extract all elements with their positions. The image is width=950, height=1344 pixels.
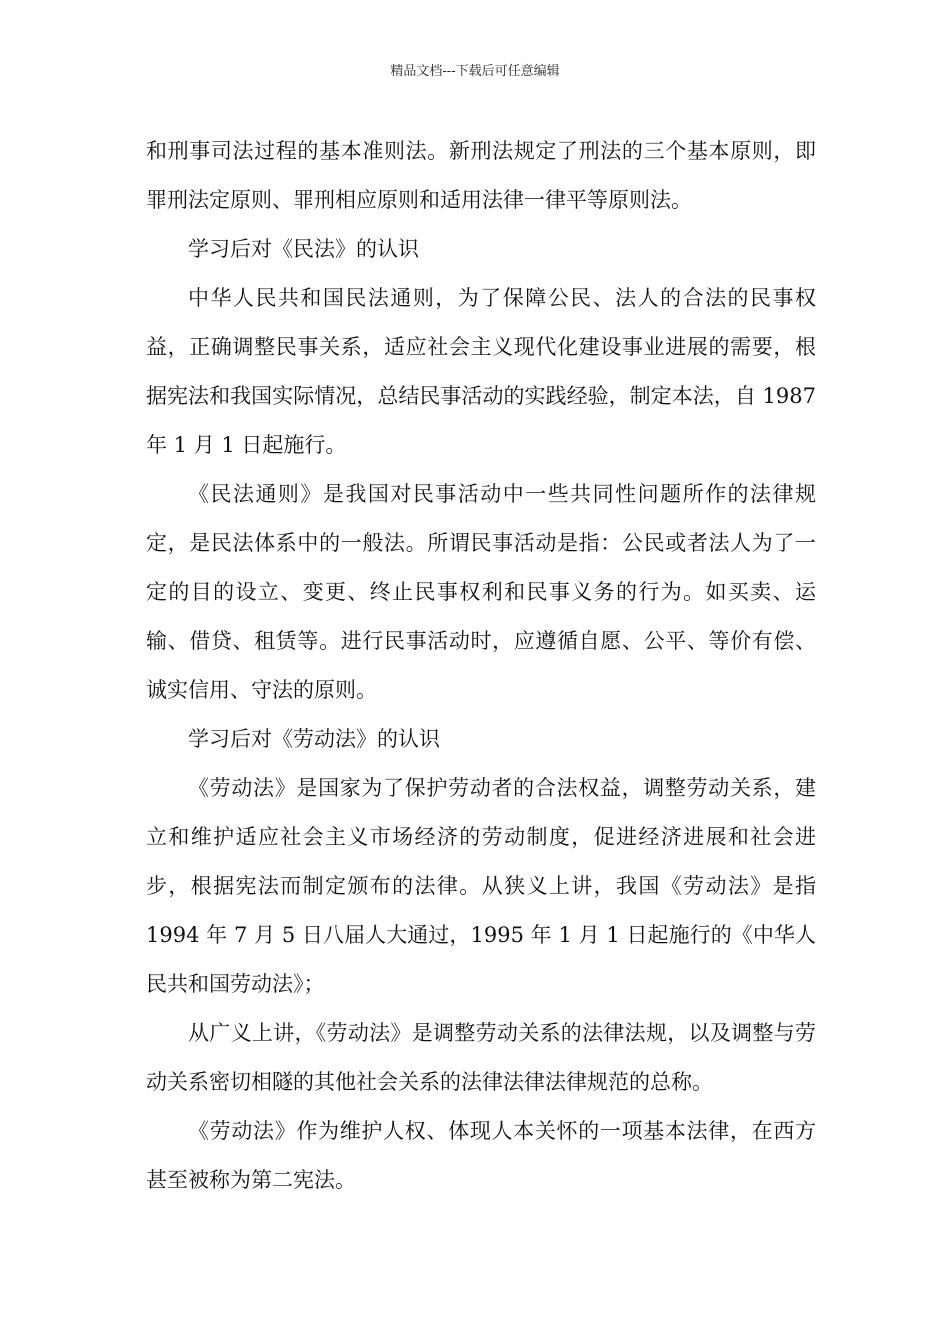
heading-civil-law: 学习后对《民法》的认识 [188, 237, 419, 261]
page-header: 精品文档---下载后可任意编辑 [390, 64, 560, 79]
paragraph-labor-law-second-constitution: 《劳动法》作为维护人权、体现人本关怀的一项基本法律，在西方甚至被称为第二宪法。 [146, 1119, 816, 1192]
paragraph-labor-law-broad: 从广义上讲，《劳动法》是调整劳动关系的法律法规，以及调整与劳动关系密切相隧的其他社会关系的法律法律法律规范的总称。 [146, 1021, 816, 1094]
paragraph-criminal-law-continued: 和刑事司法过程的基本准则法。新刑法规定了刑法的三个基本原则，即罪刑法定原则、罪刑相应原则和适用法律一律平等原则法。 [146, 139, 816, 212]
paragraph-civil-law-general-principles: 《民法通则》是我国对民事活动中一些共同性问题所作的法律规定，是民法体系中的一般法。所谓民事活动是指：公民或者法人为了一定的目的设立、变更、终止民事权利和民事义务的行为。如买卖、运输、借贷、租赁等。进行民事活动时，应遵循自愿、公平、等价有偿、诚实信用、守法的原则。 [146, 482, 816, 702]
heading-labor-law: 学习后对《劳动法》的认识 [188, 727, 440, 751]
paragraph-civil-law-intro: 中华人民共和国民法通则，为了保障公民、法人的合法的民事权益，正确调整民事关系，适应社会主义现代化建设事业进展的需要，根据宪法和我国实际情况，总结民事活动的实践经验，制定本法，自 1987 年 1 月 1 日起施行。 [146, 286, 816, 457]
document-body [146, 127, 816, 1205]
paragraph-labor-law-narrow: 《劳动法》是国家为了保护劳动者的合法权益，调整劳动关系，建立和维护适应社会主义市场经济的劳动制度，促进经济进展和社会进步，根据宪法而制定颁布的法律。从狭义上讲，我国《劳动法》是指 1994 年 7 月 5 日八届人大通过，1995 年 1 月 1 日起施行的《中华人民共和国劳动法》； [146, 776, 816, 996]
